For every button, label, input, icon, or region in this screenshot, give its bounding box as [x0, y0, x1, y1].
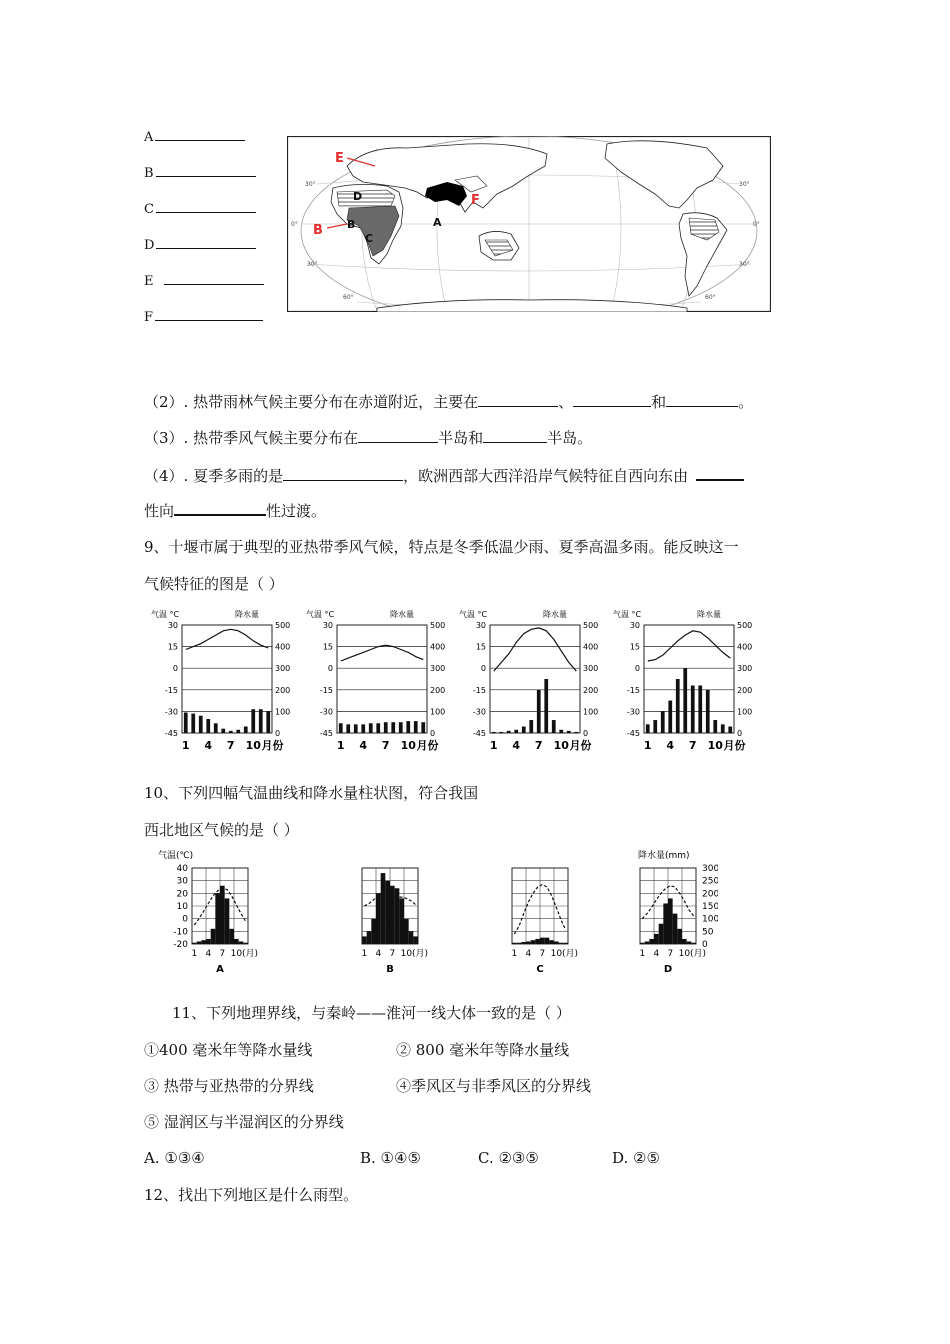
precip-bar [361, 724, 365, 733]
month-unit-label: (月) [241, 949, 259, 959]
precip-bar [691, 685, 695, 733]
precip-bar [201, 940, 206, 944]
temp-tick-label: -10 [173, 927, 188, 938]
map-letter-d: D [353, 190, 363, 203]
precip-tick-label: 0 [702, 940, 708, 950]
precip-bar [220, 886, 225, 944]
answer-row-d: D [144, 236, 256, 253]
answer-row-a: A [144, 128, 245, 145]
temp-tick-label: 30 [322, 621, 333, 630]
answer-blank[interactable] [156, 200, 256, 213]
precip-bar [236, 730, 240, 733]
panel-label: D [663, 964, 673, 975]
temp-tick-label: 15 [167, 642, 178, 652]
blank[interactable] [573, 392, 651, 407]
month-tick-label: 7 [688, 739, 697, 752]
month-tick-label: 10 [230, 949, 243, 959]
precip-bar [229, 731, 233, 733]
precip-bar [668, 898, 673, 944]
precip-tick-label: 100 [702, 914, 718, 925]
q11-choice-d[interactable]: D. ②⑤ [612, 1149, 660, 1167]
precip-tick-label: 100 [583, 707, 599, 717]
month-tick-label: 7 [539, 949, 546, 959]
month-unit-label: (月) [689, 949, 707, 959]
precip-bar [499, 732, 503, 733]
precip-bar [698, 685, 702, 733]
precip-bar [544, 679, 548, 733]
precip-bar [399, 898, 404, 944]
month-tick-label: 1 [336, 739, 345, 752]
precip-bar [214, 723, 218, 733]
temp-axis-title: 气温 °C [306, 610, 335, 619]
precip-tick-label: 400 [737, 642, 753, 652]
month-tick-label: 1 [489, 739, 498, 752]
month-unit-label: 月份 [723, 739, 746, 752]
precip-tick-label: 200 [275, 685, 291, 695]
month-tick-label: 1 [181, 739, 190, 752]
month-unit-label: 月份 [569, 739, 592, 752]
precip-axis-title: 降水量 [543, 610, 567, 619]
precip-bar [184, 712, 188, 733]
temp-tick-label: -30 [319, 707, 333, 717]
temperature-curve [494, 628, 577, 671]
precip-bar [537, 690, 541, 733]
answer-row-b: B [144, 164, 256, 181]
temp-tick-label: 0 [182, 914, 188, 925]
precip-axis-title: 降水量 [697, 610, 721, 619]
q8-part3: （3）. 热带季风气候主要分布在 半岛和 半岛。 [144, 429, 593, 447]
precip-tick-label: 0 [430, 729, 436, 738]
q9-panel-2 [306, 609, 445, 752]
precip-bar [721, 724, 725, 733]
q11-choice-c[interactable]: C. ②③⑤ [478, 1149, 539, 1167]
precip-tick-label: 300 [583, 664, 599, 674]
temperature-curve [648, 631, 731, 661]
world-climate-map [287, 136, 771, 312]
precip-axis-title: 降水量 [390, 610, 414, 619]
month-tick-label: 4 [666, 739, 675, 752]
plot-frame [644, 625, 734, 733]
precip-tick-label: 0 [737, 729, 743, 738]
lat-label: 30° [739, 181, 750, 188]
month-tick-label: 10 [678, 949, 691, 959]
month-tick-label: 7 [381, 739, 390, 752]
precip-bar [640, 943, 645, 944]
q9-line1: 9、十堰市属于典型的亚热带季风气候，特点是冬季低温少雨、夏季高温多雨。能反映这一 [144, 538, 739, 556]
q9-panel-1 [151, 609, 290, 752]
precip-bar [229, 929, 234, 944]
q10-line1: 10、下列四幅气温曲线和降水量柱状图，符合我国 [144, 784, 479, 802]
precip-bar [653, 720, 657, 733]
precip-bar [266, 711, 270, 733]
month-tick-label: 1 [191, 949, 198, 959]
q9-panel-4 [613, 609, 752, 752]
lat-label: 0° [291, 221, 298, 228]
precip-bar [354, 724, 358, 733]
temp-tick-label: -45 [472, 729, 486, 738]
precip-bar [206, 939, 211, 944]
precip-bar [371, 919, 376, 944]
q9-charts [147, 607, 757, 753]
precip-bar [362, 936, 367, 944]
q11-option-2: ② 800 毫米年等降水量线 [396, 1041, 570, 1059]
temp-tick-label: -45 [626, 729, 640, 738]
temp-tick-label: -15 [319, 685, 333, 695]
precip-bar [339, 723, 343, 733]
precip-bar [517, 943, 522, 944]
month-tick-label: 7 [534, 739, 543, 752]
precip-tick-label: 400 [583, 642, 599, 652]
lat-label: 30° [305, 181, 316, 188]
temp-tick-label: 10 [176, 902, 188, 912]
precip-tick-label: 400 [275, 642, 291, 652]
blank[interactable] [283, 466, 403, 481]
precip-tick-label: 0 [583, 729, 589, 738]
temp-axis-title: 气温 °C [151, 610, 180, 619]
map-letter-a: A [433, 216, 442, 229]
precip-tick-label: 300 [737, 664, 753, 674]
temp-tick-label: -30 [626, 707, 640, 717]
precip-tick-label: 300 [702, 864, 718, 874]
month-tick-label: 4 [512, 739, 521, 752]
precip-bar [663, 903, 668, 944]
precip-tick-label: 500 [583, 621, 599, 630]
q10-panel-C [511, 868, 578, 975]
panel-label: A [216, 964, 224, 975]
temp-tick-label: 15 [629, 642, 640, 652]
precip-bar [668, 701, 672, 733]
precip-bar [234, 939, 239, 944]
blank[interactable] [478, 392, 558, 407]
precip-bar [549, 940, 554, 944]
precip-bar [244, 727, 248, 733]
answer-blank[interactable] [155, 308, 263, 321]
q10-line2: 西北地区气候的是（ ） [144, 821, 299, 839]
precip-tick-label: 100 [275, 707, 291, 717]
precip-bar [414, 721, 418, 733]
q8-part4-cont: 性向 性过渡。 [144, 502, 327, 520]
precip-bar [691, 943, 696, 944]
month-tick-label: 10 [400, 739, 416, 752]
temp-tick-label: -20 [173, 940, 188, 950]
lat-label: 60° [705, 294, 716, 301]
precip-bar [552, 720, 556, 733]
q10-panel-A [173, 864, 258, 975]
precip-bar [413, 936, 418, 944]
q10-panel-D [639, 864, 718, 975]
precip-bar [421, 722, 425, 733]
temp-tick-label: -15 [164, 685, 178, 695]
precip-tick-label: 500 [430, 621, 446, 630]
precip-tick-label: 300 [430, 664, 446, 674]
month-tick-label: 1 [361, 949, 368, 959]
q9-panel-3 [459, 609, 598, 752]
precip-bar [559, 730, 563, 733]
q8-part4: （4）. 夏季多雨的是 ，欧洲西部大西洋沿岸气候特征自西向东由 [144, 465, 744, 486]
precip-bar [521, 942, 526, 944]
temp-tick-label: -30 [164, 707, 178, 717]
temp-axis-title: 气温(℃) [158, 851, 194, 861]
month-tick-label: 10 [550, 949, 563, 959]
temp-tick-label: 0 [172, 664, 178, 674]
precip-bar [197, 941, 202, 944]
precip-bar [706, 690, 710, 733]
precip-bar [221, 729, 225, 733]
precip-bar [399, 722, 403, 733]
temp-tick-label: -15 [472, 685, 486, 695]
temp-axis-title: 气温 °C [613, 610, 642, 619]
precip-bar [381, 873, 386, 944]
precip-bar [646, 724, 650, 733]
precip-bar [507, 731, 511, 733]
map-letter-e: E [335, 151, 344, 166]
precip-tick-label: 50 [702, 927, 714, 938]
month-unit-label: 月份 [416, 739, 439, 752]
q9-line2: 气候特征的图是（ ） [144, 575, 284, 593]
month-tick-label: 1 [511, 949, 518, 959]
temp-tick-label: -30 [472, 707, 486, 717]
precip-bar [567, 731, 571, 733]
month-tick-label: 1 [643, 739, 652, 752]
precip-tick-label: 200 [737, 685, 753, 695]
precip-bar [199, 716, 203, 733]
plot-frame [490, 625, 580, 733]
temp-tick-label: 30 [176, 876, 188, 887]
q10-panel-B [361, 868, 428, 975]
plot-frame [182, 625, 272, 733]
month-unit-label: 月份 [261, 739, 284, 752]
precip-bar [531, 940, 536, 944]
q10-chart-panels [158, 848, 718, 978]
q8-part2: （2）. 热带雨林气候主要分布在赤道附近，主要在 、 和 。 [144, 393, 754, 411]
month-tick-label: 7 [389, 949, 396, 959]
precip-axis-title: 降水量 [235, 610, 259, 619]
precip-bar [574, 732, 578, 733]
blank[interactable] [666, 392, 738, 407]
precip-tick-label: 250 [702, 876, 718, 887]
precip-bar [645, 941, 650, 944]
temp-tick-label: 0 [634, 664, 640, 674]
precip-tick-label: 300 [275, 664, 291, 674]
plot-frame [337, 625, 427, 733]
precip-tick-label: 100 [430, 707, 446, 717]
precip-bar [514, 730, 518, 733]
temp-tick-label: -45 [319, 729, 333, 738]
precip-bar [225, 898, 230, 944]
month-tick-label: 1 [639, 949, 646, 959]
q11-choice-a[interactable]: A. ①③④ [144, 1149, 205, 1167]
q9-chart-panels [147, 607, 757, 753]
lat-label: 60° [343, 294, 354, 301]
precip-bar [713, 720, 717, 733]
blank[interactable] [696, 465, 744, 481]
month-tick-label: 10 [553, 739, 569, 752]
precip-bar [661, 711, 665, 733]
q11-option-3: ③ 热带与亚热带的分界线 [144, 1077, 314, 1095]
precip-bar [385, 881, 390, 944]
temp-tick-label: 20 [176, 889, 188, 900]
temp-tick-label: 30 [629, 621, 640, 630]
precip-tick-label: 0 [275, 729, 281, 738]
precip-bar [191, 714, 195, 733]
precip-bar [540, 938, 545, 944]
precip-bar [239, 941, 244, 944]
precip-bar [367, 931, 372, 944]
blank[interactable] [483, 428, 547, 443]
precip-bar [554, 941, 559, 944]
precip-tick-label: 100 [737, 707, 753, 717]
precip-bar [206, 719, 210, 733]
precip-bar [649, 939, 654, 944]
lat-label: 0° [753, 221, 760, 228]
map-letter-f: F [471, 193, 480, 208]
precip-bar [535, 939, 540, 944]
precip-bar [404, 919, 409, 944]
month-tick-label: 4 [205, 949, 212, 959]
precip-bar [192, 943, 197, 944]
precip-bar [563, 943, 568, 944]
precip-bar [512, 943, 517, 944]
q11-option-5: ⑤ 湿润区与半湿润区的分界线 [144, 1113, 344, 1131]
q10-charts [158, 848, 718, 978]
precip-bar [409, 931, 414, 944]
precip-bar [728, 727, 732, 733]
precip-bar [369, 723, 373, 733]
temp-tick-label: -45 [164, 729, 178, 738]
blank[interactable] [174, 500, 266, 516]
month-tick-label: 4 [359, 739, 368, 752]
month-tick-label: 10 [245, 739, 261, 752]
precip-tick-label: 500 [737, 621, 753, 630]
temp-tick-label: 0 [327, 664, 333, 674]
precip-tick-label: 200 [702, 889, 718, 900]
panel-label: C [536, 964, 544, 975]
temperature-curve [341, 645, 424, 661]
temp-tick-label: 40 [176, 864, 188, 874]
month-tick-label: 10 [400, 949, 413, 959]
temp-tick-label: 30 [475, 621, 486, 630]
precip-bar [492, 732, 496, 733]
month-tick-label: 4 [375, 949, 382, 959]
precip-bar [215, 893, 220, 944]
month-tick-label: 4 [525, 949, 532, 959]
map-letter-b: B [347, 218, 356, 231]
month-tick-label: 4 [204, 739, 213, 752]
precip-tick-label: 200 [583, 685, 599, 695]
month-tick-label: 7 [219, 949, 226, 959]
precip-bar [243, 943, 248, 944]
precip-tick-label: 150 [702, 902, 718, 912]
q11-option-1: ①400 毫米年等降水量线 [144, 1041, 313, 1059]
q11-choice-b[interactable]: B. ①④⑤ [360, 1149, 421, 1167]
answer-blank[interactable] [155, 128, 245, 141]
precip-bar [251, 709, 255, 733]
temp-tick-label: 15 [322, 642, 333, 652]
q12-question: 12、找出下列地区是什么雨型。 [144, 1186, 359, 1204]
precip-bar [406, 721, 410, 733]
answer-blank[interactable] [156, 164, 256, 177]
precip-bar [676, 679, 680, 733]
precip-bar [346, 724, 350, 733]
precip-bar [683, 668, 687, 733]
precip-tick-label: 400 [430, 642, 446, 652]
temp-tick-label: 0 [480, 664, 486, 674]
map-letter-c: C [365, 232, 374, 245]
precip-bar [545, 938, 550, 944]
temp-tick-label: -15 [626, 685, 640, 695]
answer-row-c: C [144, 200, 256, 217]
month-tick-label: 7 [667, 949, 674, 959]
map-letter-b-red: B [313, 223, 323, 238]
precip-bar [211, 929, 216, 944]
precip-bar [559, 943, 564, 944]
lat-label: 30° [739, 261, 750, 268]
temp-tick-label: 30 [167, 621, 178, 630]
month-tick-label: 7 [226, 739, 235, 752]
precip-bar [384, 722, 388, 733]
precip-tick-label: 200 [430, 685, 446, 695]
panel-label: B [386, 964, 394, 975]
blank[interactable] [358, 428, 438, 443]
precip-bar [659, 924, 664, 944]
month-unit-label: (月) [411, 949, 429, 959]
q11-option-4: ④季风区与非季风区的分界线 [396, 1077, 592, 1095]
month-tick-label: 10 [707, 739, 723, 752]
temp-axis-title: 气温 °C [459, 610, 488, 619]
precip-bar [526, 941, 531, 944]
precip-bar [522, 727, 526, 733]
month-unit-label: (月) [561, 949, 579, 959]
answer-blank[interactable] [164, 272, 264, 285]
answer-row-f: F [144, 308, 263, 325]
precip-bar [677, 929, 682, 944]
q11-question: 11、下列地理界线，与秦岭——淮河一线大体一致的是（ ） [172, 1004, 571, 1022]
precip-axis-title: 降水量(mm) [638, 851, 690, 861]
precip-bar [673, 914, 678, 944]
precip-bar [376, 723, 380, 733]
precip-bar [376, 893, 381, 944]
precip-bar [682, 939, 687, 944]
precip-bar [654, 934, 659, 944]
temp-tick-label: 15 [475, 642, 486, 652]
answer-row-e: E [144, 272, 264, 289]
month-tick-label: 4 [653, 949, 660, 959]
region-d-desert [337, 190, 395, 206]
precip-tick-label: 500 [275, 621, 291, 630]
precip-bar [259, 709, 263, 733]
precip-bar [687, 941, 692, 944]
lat-label: 30° [307, 261, 318, 268]
precip-bar [529, 720, 533, 733]
precip-bar [391, 722, 395, 733]
answer-blank[interactable] [156, 236, 256, 249]
